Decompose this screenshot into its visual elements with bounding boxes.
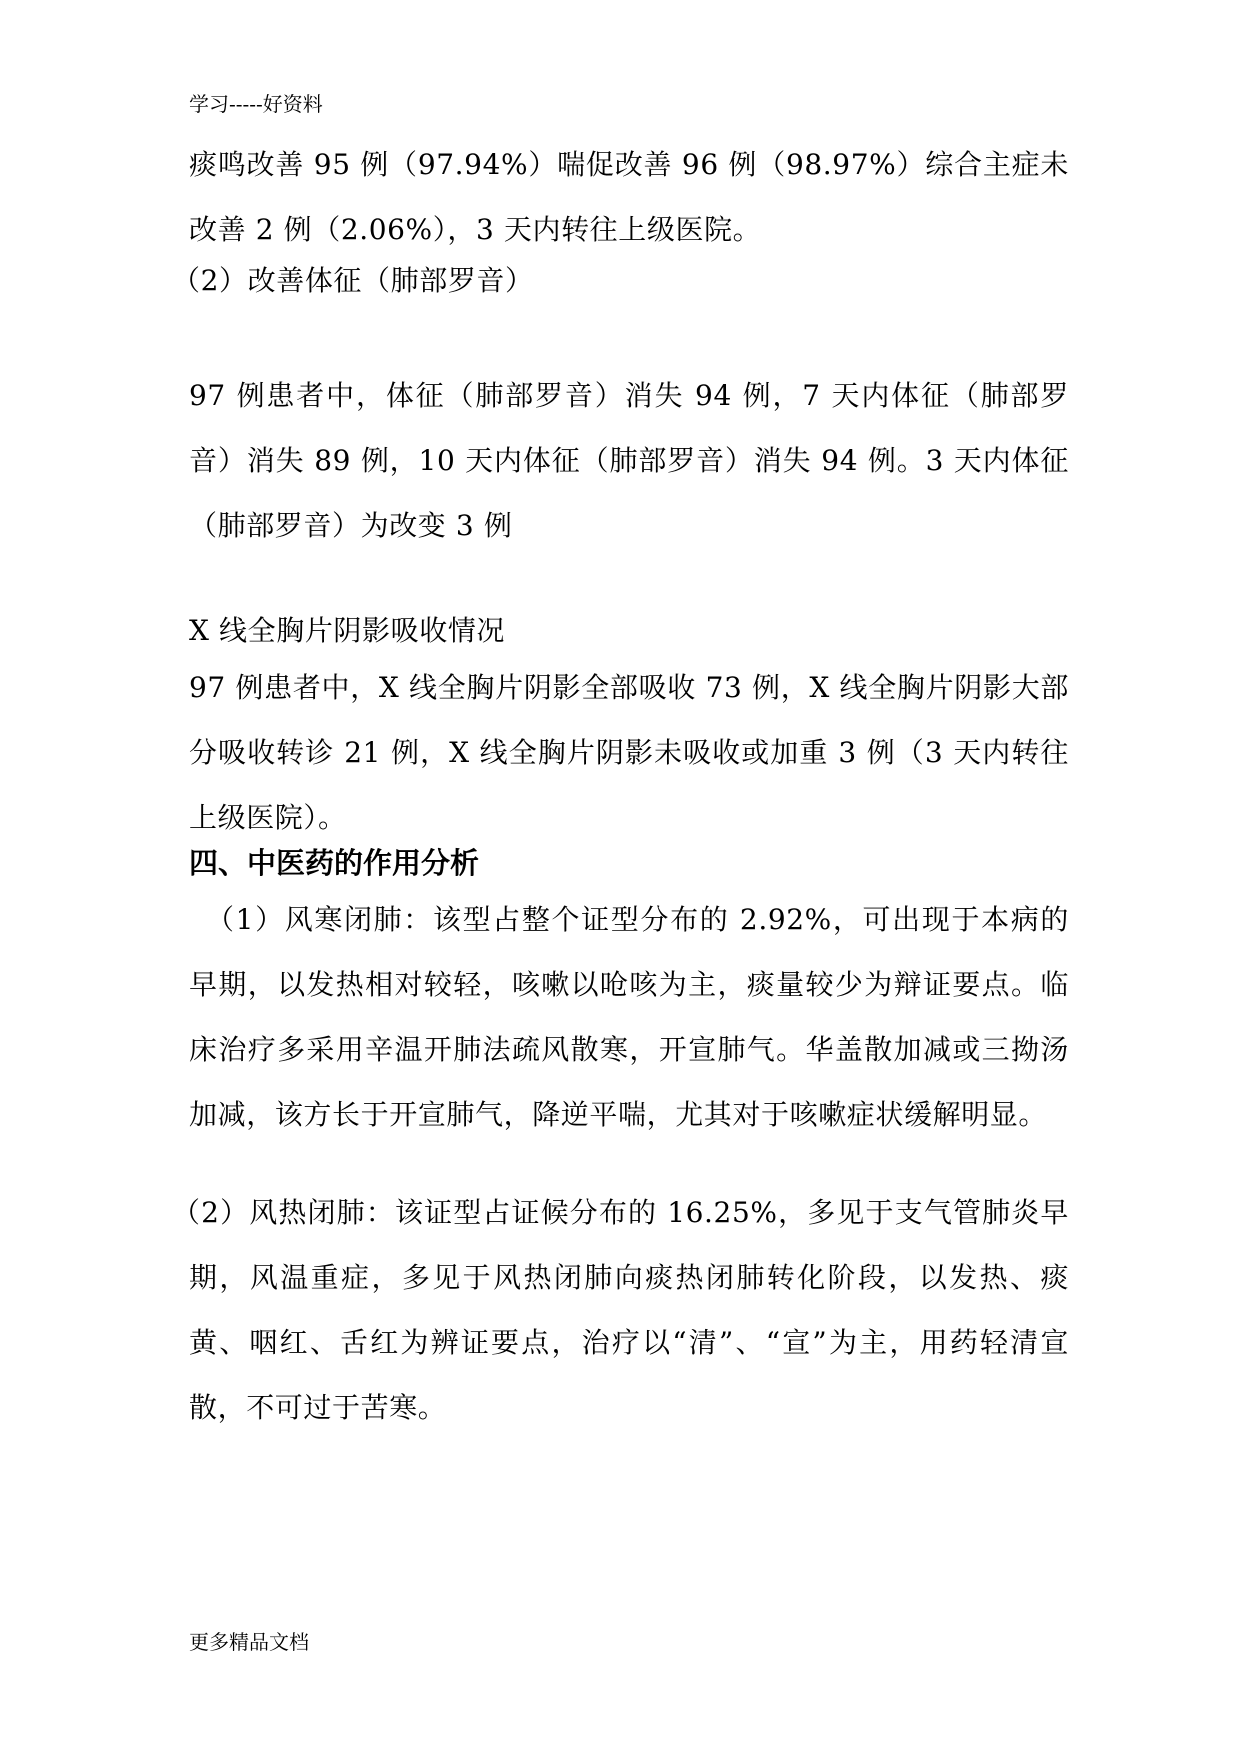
subheading-xray: X 线全胸片阴影吸收情况 [189, 614, 506, 647]
paragraph-wind-cold: （1）风寒闭肺：该型占整个证型分布的 2.92%，可出现于本病的早期，以发热相对较轻，咳嗽以呛咳为主，痰量较少为辩证要点。临床治疗多采用辛温开肺法疏风散寒，开宣肺气。华盖散加减或三拗汤加减，该方长于开宣肺气，降逆平喘，尤其对于咳嗽症状缓解明显。 [189, 903, 1069, 1131]
paragraph-lung-rales: 97 例患者中，体征（肺部罗音）消失 94 例，7 天内体征（肺部罗音）消失 89 例，10 天内体征（肺部罗音）消失 94 例。3 天内体征（肺部罗音）为改变 3 例 [189, 379, 1069, 542]
page-header-note: 学习-----好资料 [189, 92, 323, 116]
paragraph-symptom-improvement: 痰鸣改善 95 例（97.94%）喘促改善 96 例（98.97%）综合主症未改善 2 例（2.06%），3 天内转往上级医院。 [189, 148, 1069, 246]
page-footer-note: 更多精品文档 [189, 1630, 309, 1654]
subheading-sign-improvement: （2）改善体征（肺部罗音） [172, 264, 534, 297]
paragraph-xray-absorption: 97 例患者中，X 线全胸片阴影全部吸收 73 例，X 线全胸片阴影大部分吸收转诊 21 例，X 线全胸片阴影未吸收或加重 3 例（3 天内转往上级医院）。 [189, 671, 1069, 834]
section-heading-tcm-analysis: 四、中医药的作用分析 [189, 846, 480, 880]
paragraph-wind-heat: （2）风热闭肺：该证型占证候分布的 16.25%，多见于支气管肺炎早期，风温重症，多见于风热闭肺向痰热闭肺转化阶段，以发热、痰黄、咽红、舌红为辨证要点，治疗以“清”、“宣”为主，用药轻清宣散，不可过于苦寒。 [172, 1196, 1069, 1424]
